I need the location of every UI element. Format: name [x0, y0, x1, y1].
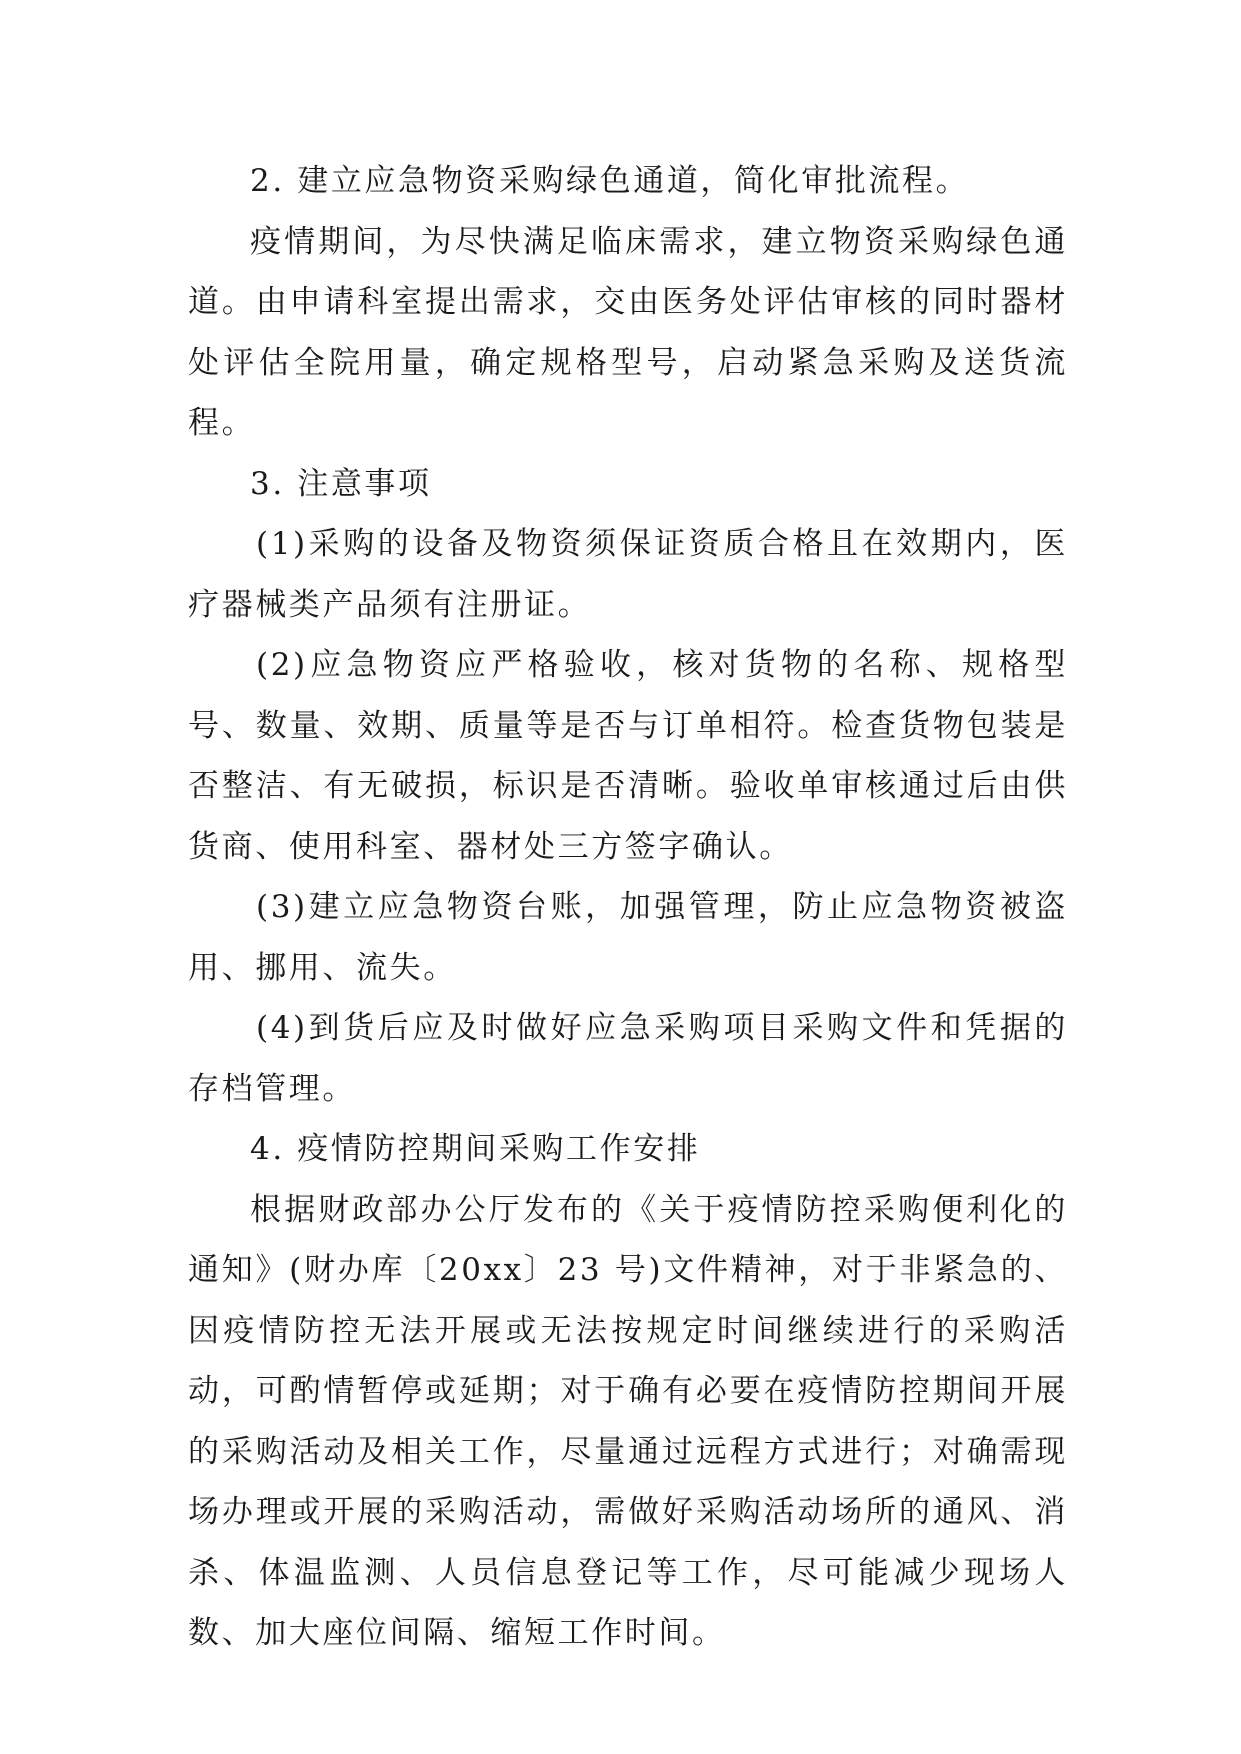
paragraph-green-channel: 疫情期间，为尽快满足临床需求，建立物资采购绿色通道。由申请科室提出需求，交由医务处评估审核的同时器材处评估全院用量，确定规格型号，启动紧急采购及送货流程。 [188, 223, 1068, 441]
paragraph-procurement-arrangement: 根据财政部办公厅发布的《关于疫情防控采购便利化的通知》(财办库〔20xx〕23 号)文件精神，对于非紧急的、因疫情防控无法开展或无法按规定时间继续进行的采购活动，可酌情暂停或延期；对于确有必要在疫情防控期间开展的采购活动及相关工作，尽量通过远程方式进行；对确需现场办理或开展的采购活动，需做好采购活动场所的通风、消杀、体温监测、人员信息登记等工作，尽可能减少现场人数、加大座位间隔、缩短工作时间。 [188, 1191, 1068, 1651]
list-item-4: (4)到货后应及时做好应急采购项目采购文件和凭据的存档管理。 [188, 1010, 1068, 1107]
document-body [188, 151, 1068, 1664]
section-heading-4: 4. 疫情防控期间采购工作安排 [250, 1131, 701, 1167]
section-heading-3: 3. 注意事项 [250, 465, 432, 502]
section-heading-2: 2. 建立应急物资采购绿色通道，简化审批流程。 [250, 163, 970, 199]
list-item-1: (1)采购的设备及物资须保证资质合格且在效期内，医疗器械类产品须有注册证。 [188, 526, 1068, 623]
list-item-2: (2)应急物资应严格验收，核对货物的名称、规格型号、数量、效期、质量等是否与订单相符。检查货物包装是否整洁、有无破损，标识是否清晰。验收单审核通过后由供货商、使用科室、器材处三方签字确认。 [188, 647, 1068, 865]
list-item-3: (3)建立应急物资台账，加强管理，防止应急物资被盗用、挪用、流失。 [188, 889, 1068, 986]
